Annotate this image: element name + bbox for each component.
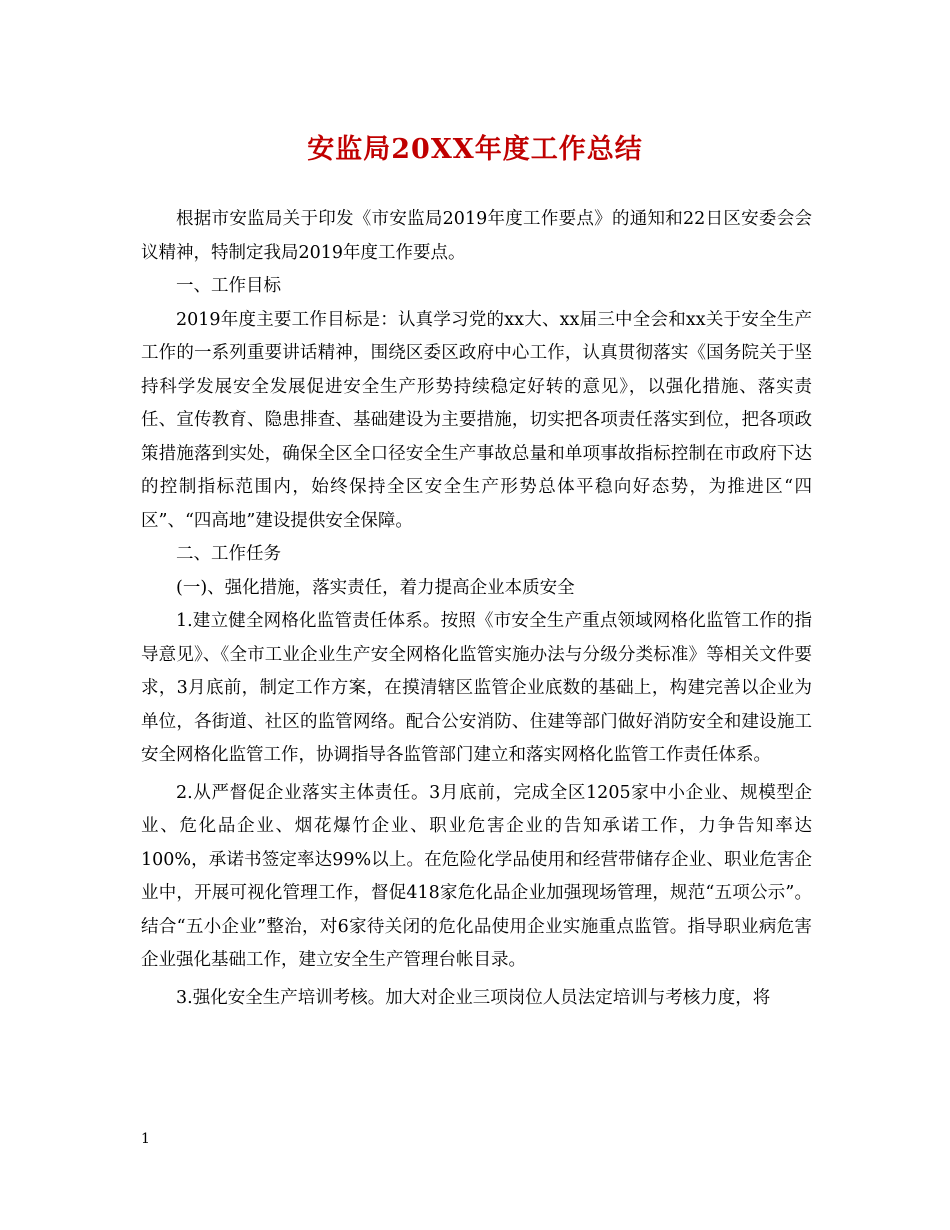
page-number: 1 — [141, 1131, 150, 1147]
document-body — [141, 203, 812, 1015]
paragraph-task-1: 1.建立健全网格化监管责任体系。按照《市安全生产重点领域网格化监管工作的指导意见》、《全市工业企业生产安全网格化监管实施办法与分级分类标准》等相关文件要求，3月底前，制定工作方案，在摸清辖区监管企业底数的基础上，构建完善以企业为单位，各街道、社区的监管网络。配合公安消防、住建等部门做好消防安全和建设施工安全网格化监管工作，协调指导各监管部门建立和落实网格化监管工作责任体系。 — [141, 611, 812, 765]
paragraph-intro: 根据市安监局关于印发《市安监局2019年度工作要点》的通知和22日区安委会会议精神，特制定我局2019年度工作要点。 — [141, 209, 812, 263]
paragraph-task-2: 2.从严督促企业落实主体责任。3月底前，完成全区1205家中小企业、规模型企业、危化品企业、烟花爆竹企业、职业危害企业的告知承诺工作，力争告知率达100%，承诺书签定率达99%以上。在危险化学品使用和经营带储存企业、职业危害企业中，开展可视化管理工作，督促418家危化品企业加强现场管理，规范“五项公示”。结合“五小企业”整治，对6家待关闭的危化品使用企业实施重点监管。指导职业病危害企业强化基础工作，建立安全生产管理台帐目录。 — [141, 782, 812, 970]
heading-work-tasks: 二、工作任务 — [176, 544, 281, 564]
document-title: 安监局20XX年度工作总结 — [307, 134, 643, 165]
paragraph-task-3: 3.强化安全生产培训考核。加大对企业三项岗位人员法定培训与考核力度，将 — [176, 987, 771, 1008]
paragraph-goals: 2019年度主要工作目标是：认真学习党的xx大、xx届三中全会和xx关于安全生产工作的一系列重要讲话精神，围绕区委区政府中心工作，认真贯彻落实《国务院关于坚持科学发展安全发展促进安全生产形势持续稳定好转的意见》，以强化措施、落实责任、宣传教育、隐患排查、基础建设为主要措施，切实把各项责任落实到位，把各项政策措施落到实处，确保全区全口径安全生产事故总量和单项事故指标控制在市政府下达的控制指标范围内，始终保持全区安全生产形势总体平稳向好态势，为推进区“四区”、“四高地”建设提供安全保障。 — [141, 309, 812, 531]
subheading-task-one: (一)、强化措施，落实责任，着力提高企业本质安全 — [176, 577, 575, 598]
heading-work-goals: 一、工作目标 — [176, 276, 281, 296]
